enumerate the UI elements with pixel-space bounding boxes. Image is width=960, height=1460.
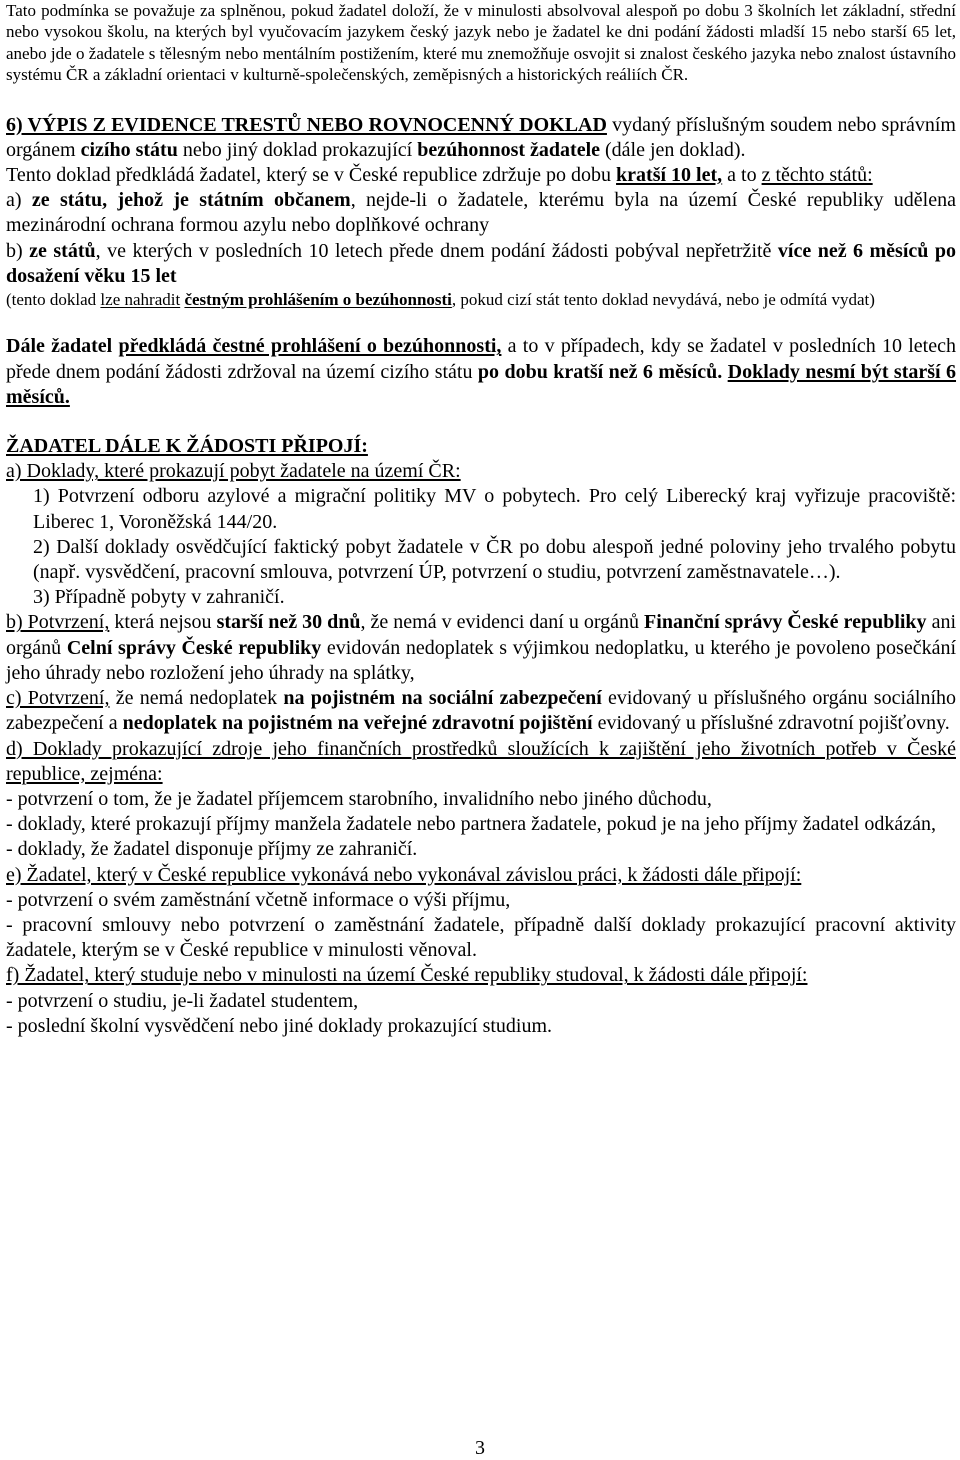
attachments-item-e-2: - pracovní smlouvy nebo potvrzení o zaměstnání žadatele, případně další doklady prokazující pracovní aktivity žadatele, kterým se v České republice v minulosti věnoval. [6, 913, 956, 962]
document-page [6, 0, 956, 1039]
attachments-item-d-1: - potvrzení o tom, že je žadatel příjemcem starobního, invalidního nebo jiného důchodu, [6, 787, 712, 810]
attachments-item-f-2: - poslední školní vysvědčení nebo jiné doklady prokazující studium. [6, 1014, 553, 1037]
attachments-item-b: b) Potvrzení, která nejsou starší než 30 dnů, že nemá v evidenci daní u orgánů Finanční správy České republiky ani orgánů Celní správy České republiky evidován nedoplatek s výjimkou nedoplatku, u kterého je povoleno posečkání jeho úhrady nebo rozložení jeho úhrady na splátky, [6, 611, 957, 684]
attachments-item-e-1: - potvrzení o svém zaměstnání včetně informace o výši příjmu, [6, 888, 511, 911]
attachments-item-e-label: e) Žadatel, který v České republice vykonává nebo vykonával závislou práci, k žádosti dále připojí: [6, 863, 802, 886]
attachments-item-d-2: - doklady, které prokazují příjmy manžela žadatele nebo partnera žadatele, pokud je na jeho příjmy žadatel odkázán, [6, 813, 936, 836]
attachments-item-a-3: 3) Případně pobyty v zahraničí. [33, 586, 285, 609]
attachments-item-a-label: a) Doklady, které prokazují pobyt žadatele na území ČR: [6, 460, 461, 483]
section-6-item-a: a) ze státu, jehož je státním občanem, nejde-li o žadatele, kterému byla na území České republiky udělena mezinárodní ochrana formou azylu nebo doplňkové ochrany [6, 189, 956, 237]
attachments-item-c: c) Potvrzení, že nemá nedoplatek na pojistném na sociální zabezpečení evidovaný u příslušného orgánu sociálního zabezpečení a nedoplatek na pojistném na veřejné zdravotní pojištění evidovaný u příslušné zdravotní pojišťovny. [6, 687, 957, 735]
attachments-item-d-label: d) Doklady prokazující zdroje jeho finančních prostředků sloužících k zajištění jeho životních potřeb v České republice, zejména: [6, 737, 956, 785]
attachments-item-f-1: - potvrzení o studiu, je-li žadatel studentem, [6, 989, 359, 1012]
section-6-heading: 6) VÝPIS Z EVIDENCE TRESTŮ NEBO ROVNOCENNÝ DOKLAD [6, 113, 607, 136]
attachments-item-a-1: 1) Potvrzení odboru azylové a migrační politiky MV o pobytech. Pro celý Liberecký kraj vyřizuje pracoviště: Liberec 1, Voroněžská 144/20. [33, 485, 956, 533]
section-6-condition: Tento doklad předkládá žadatel, který se v České republice zdržuje po dobu kratší 10 let, a to z těchto států: [6, 164, 873, 187]
declaration-paragraph: Dále žadatel předkládá čestné prohlášení o bezúhonnosti, a to v případech, kdy se žadatel v posledních 10 letech přede dnem podání žádosti zdržoval na území cizího státu po dobu kratší než 6 měsíců. Doklady nesmí být starší 6 měsíců. [6, 335, 957, 408]
attachments-item-a-2: 2) Další doklady osvědčující faktický pobyt žadatele v ČR po dobu alespoň jedné poloviny jeho trvalého pobytu (např. vysvědčení, pracovní smlouva, potvrzení ÚP, potvrzení o studiu, potvrzení zaměstnavatele…). [33, 535, 956, 584]
section-6-note: (tento doklad lze nahradit čestným prohlášením o bezúhonnosti, pokud cizí stát tento doklad nevydává, nebo je odmítá vydat) [6, 290, 875, 310]
attachments-heading: ŽADATEL DÁLE K ŽÁDOSTI PŘIPOJÍ: [6, 435, 368, 458]
intro-paragraph: Tato podmínka se považuje za splněnou, pokud žadatel doloží, že v minulosti absolvoval alespoň po dobu 3 školních let základní, střední nebo vysokou školu, na kterých byl vyučovacím jazykem český jazyk nebo je žadatel ke dni podání žádosti mladší 15 nebo starší 65 let, anebo jde o žadatele s tělesným nebo mentálním postižením, které mu znemožňuje osvojit si znalost českého jazyka nebo znalost ústavního systému ČR a základní orientaci v kulturně-společenských, zeměpisných a historických reáliích ČR. [6, 1, 956, 85]
page-number: 3 [475, 1437, 485, 1459]
attachments-item-f-label: f) Žadatel, který studuje nebo v minulosti na území České republiky studoval, k žádosti dále připojí: [6, 964, 808, 987]
section-6-item-b: b) ze států, ve kterých v posledních 10 letech přede dnem podání žádosti pobýval nepřetržitě více než 6 měsíců po dosažení věku 15 let [6, 239, 956, 287]
attachments-item-d-3: - doklady, že žadatel disponuje příjmy ze zahraničí. [6, 838, 418, 861]
section-6-paragraph: 6) VÝPIS Z EVIDENCE TRESTŮ NEBO ROVNOCENNÝ DOKLAD vydaný příslušným soudem nebo správním orgánem cizího státu nebo jiný doklad prokazující bezúhonnost žadatele (dále jen doklad). [6, 113, 956, 161]
